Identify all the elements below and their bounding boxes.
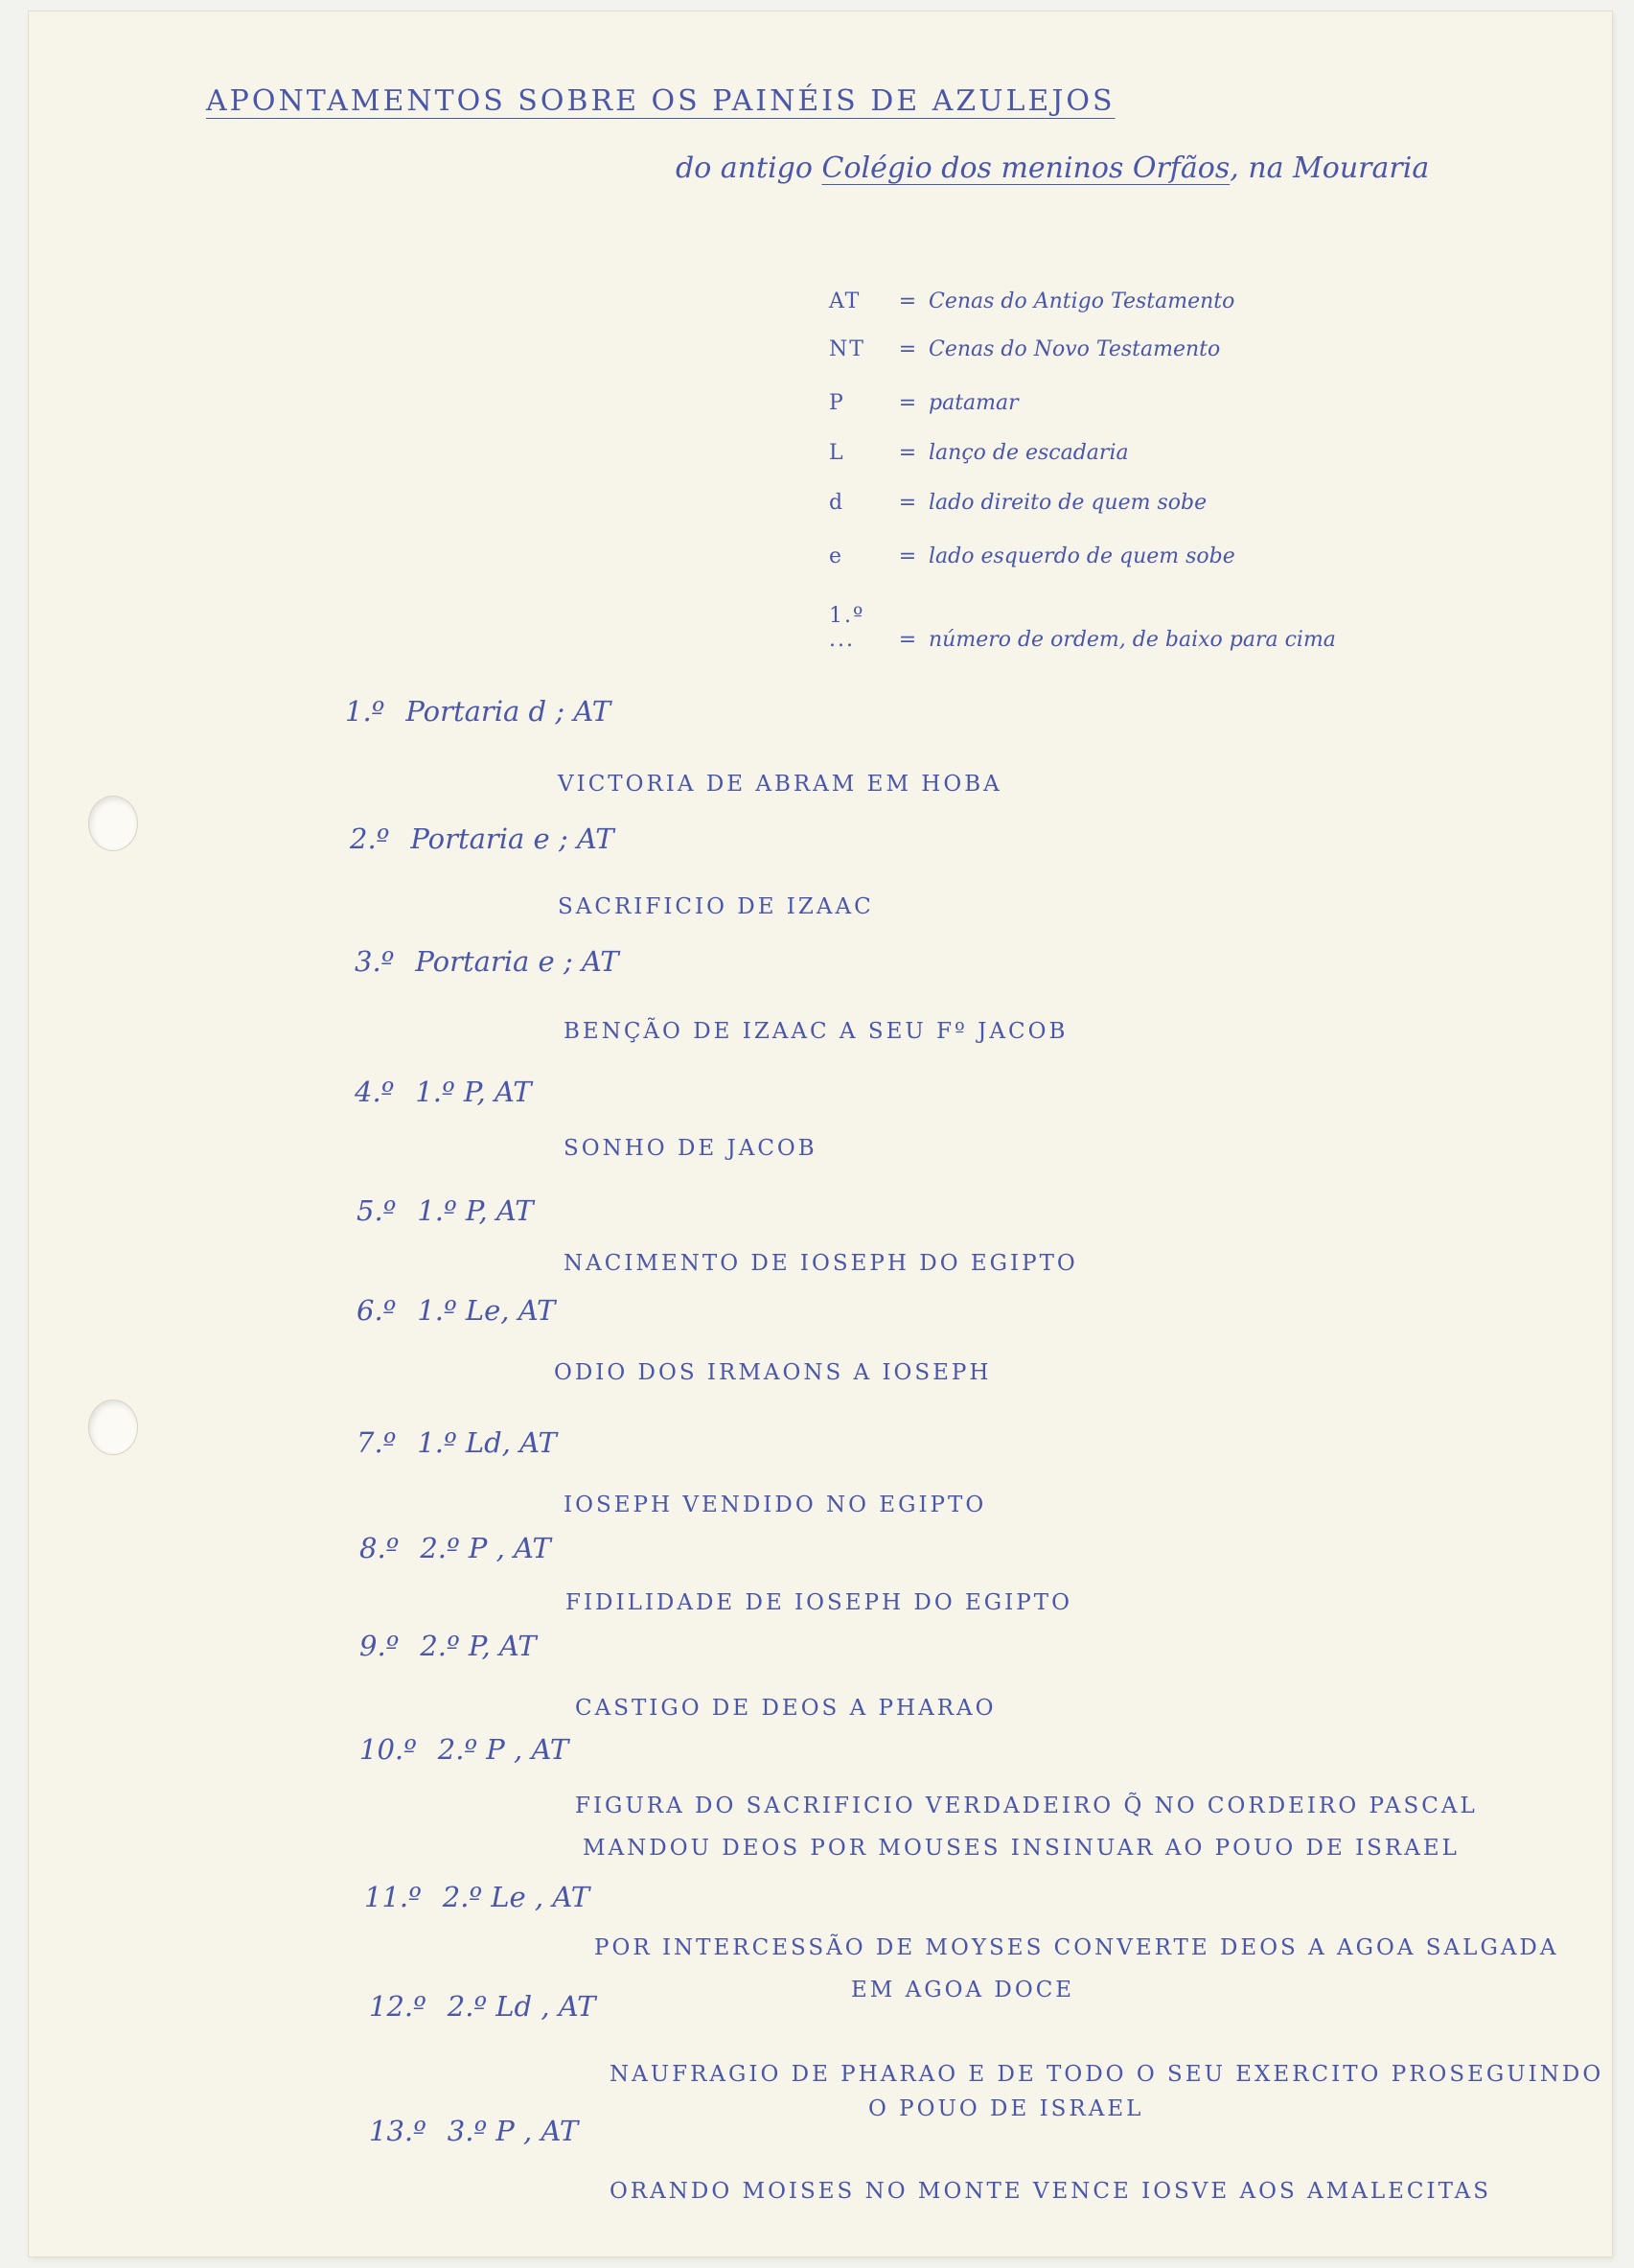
entry-reference: [359, 1630, 537, 1662]
subtitle-suffix: , na Mouraria: [1230, 151, 1430, 185]
entry-number: 12.º: [369, 1990, 426, 2023]
legend-row: [829, 441, 1129, 465]
document-page: [29, 12, 1612, 2256]
entry-title-line: ODIO DOS IRMAONS A IOSEPH: [554, 1360, 992, 1385]
entry-location: 2.º P , AT: [420, 1532, 551, 1564]
entry-location: 1.º Le, AT: [417, 1294, 556, 1327]
entry-title-line: FIGURA DO SACRIFICIO VERDADEIRO Q̃ NO CORDEIRO PASCAL: [575, 1794, 1478, 1818]
legend-equals: =: [898, 391, 917, 415]
entry-number: 2.º: [350, 822, 390, 855]
entry-title: [558, 886, 874, 928]
entry-reference: [369, 1990, 595, 2023]
entry-reference: [357, 1426, 557, 1459]
subtitle-underlined: Colégio dos meninos Orfãos: [821, 151, 1231, 185]
entry-title-line: POR INTERCESSÃO DE MOYSES CONVERTE DEOS A AGOA SALGADA: [594, 1935, 1559, 1960]
entry-reference: [369, 2115, 578, 2147]
entry-location: 1.º P, AT: [417, 1194, 534, 1227]
entry-reference: [345, 695, 610, 728]
legend-equals: =: [898, 628, 917, 652]
legend-equals: =: [898, 337, 917, 361]
page-title: APONTAMENTOS SOBRE OS PAINÉIS DE AZULEJOS: [206, 84, 1116, 118]
page-subtitle: [676, 151, 1429, 185]
legend-row: [829, 289, 1234, 313]
entry-title: [594, 1927, 1558, 2011]
entry-location: Portaria e ; AT: [415, 945, 619, 978]
entry-number: 6.º: [357, 1294, 397, 1327]
legend-row: [829, 337, 1220, 361]
entry-title-line: ORANDO MOISES NO MONTE VENCE IOSVE AOS AMALECITAS: [610, 2179, 1492, 2204]
entry-location: 2.º Le , AT: [442, 1881, 590, 1913]
entry-title-line: SACRIFICIO DE IZAAC: [558, 894, 874, 919]
entry-reference: [355, 1076, 532, 1108]
entry-title: [558, 763, 1002, 805]
entry-location: 2.º P , AT: [437, 1733, 569, 1766]
entry-title-line: FIDILIDADE DE IOSEPH DO EGIPTO: [565, 1590, 1072, 1615]
entry-number: 11.º: [364, 1881, 422, 1913]
entry-number: 10.º: [359, 1733, 417, 1766]
entry-number: 1.º: [345, 695, 385, 728]
legend-value: lado esquerdo de quem sobe: [929, 544, 1235, 568]
entry-title: [564, 1010, 1068, 1053]
entry-reference: [364, 1881, 589, 1913]
entry-location: 2.º Ld , AT: [447, 1990, 596, 2023]
entry-location: 1.º P, AT: [415, 1076, 532, 1108]
entry-location: Portaria e ; AT: [410, 822, 614, 855]
entry-title-line: EM AGOA DOCE: [851, 1978, 1075, 2002]
legend-key: AT: [829, 289, 862, 313]
legend-row: [829, 604, 1336, 652]
legend-value: Cenas do Antigo Testamento: [929, 289, 1235, 313]
subtitle-prefix: do antigo: [676, 151, 813, 185]
entry-title: [564, 1127, 817, 1169]
entry-title-line: CASTIGO DE DEOS A PHARAO: [575, 1696, 997, 1721]
legend-key: 1.º ...: [829, 604, 865, 652]
legend-row: [829, 491, 1207, 515]
entry-number: 3.º: [355, 945, 395, 978]
punch-hole: [88, 1400, 138, 1455]
entry-location: 3.º P , AT: [447, 2115, 579, 2147]
entry-title-line: NAUFRAGIO DE PHARAO E DE TODO O SEU EXERCITO PROSEGUINDO: [610, 2062, 1604, 2087]
entry-reference: [359, 1532, 551, 1564]
entry-location: Portaria d ; AT: [405, 695, 611, 728]
legend-value: lanço de escadaria: [929, 441, 1129, 465]
entry-title-line: NACIMENTO DE IOSEPH DO EGIPTO: [564, 1251, 1078, 1276]
legend-row: [829, 391, 1019, 415]
entry-location: 2.º P, AT: [420, 1630, 537, 1662]
legend-key: d: [829, 491, 845, 515]
entry-number: 13.º: [369, 2115, 426, 2147]
legend-equals: =: [898, 491, 917, 515]
entry-number: 9.º: [359, 1630, 400, 1662]
entry-title-line: BENÇÃO DE IZAAC A SEU Fº JACOB: [564, 1019, 1069, 1044]
legend-key: NT: [829, 337, 865, 361]
entry-reference: [359, 1733, 568, 1766]
entry-title: [610, 2170, 1491, 2212]
entry-title-line: VICTORIA DE ABRAM EM HOBA: [558, 772, 1002, 797]
entry-title: [575, 1785, 1478, 1869]
legend-row: [829, 544, 1235, 568]
entry-title-line: O POUO DE ISRAEL: [868, 2096, 1144, 2121]
entry-title: [565, 1582, 1072, 1624]
legend-value: lado direito de quem sobe: [929, 491, 1208, 515]
legend-equals: =: [898, 441, 917, 465]
entry-location: 1.º Ld, AT: [417, 1426, 557, 1459]
entry-reference: [357, 1294, 555, 1327]
legend-key: P: [829, 391, 845, 415]
entry-title: [575, 1687, 996, 1729]
entry-number: 5.º: [357, 1194, 397, 1227]
legend-equals: =: [898, 289, 917, 313]
legend-value: Cenas do Novo Testamento: [929, 337, 1221, 361]
entry-title-line: MANDOU DEOS POR MOUSES INSINUAR AO POUO DE ISRAEL: [583, 1836, 1460, 1861]
entry-title-line: SONHO DE JACOB: [564, 1136, 817, 1161]
legend-key: L: [829, 441, 845, 465]
entry-number: 4.º: [355, 1076, 395, 1108]
entry-number: 7.º: [357, 1426, 397, 1459]
entry-reference: [357, 1194, 534, 1227]
entry-title: [564, 1242, 1078, 1284]
legend-equals: =: [898, 544, 917, 568]
entry-title: [610, 2053, 1603, 2130]
legend-value: patamar: [929, 391, 1019, 415]
entry-title: [564, 1484, 986, 1526]
legend-key: e: [829, 544, 844, 568]
punch-hole: [88, 796, 138, 851]
entry-title: [554, 1352, 991, 1394]
legend-value: número de ordem, de baixo para cima: [929, 628, 1336, 652]
entry-title-line: IOSEPH VENDIDO NO EGIPTO: [564, 1493, 987, 1517]
entry-number: 8.º: [359, 1532, 400, 1564]
entry-reference: [355, 945, 619, 978]
entry-reference: [350, 822, 614, 855]
